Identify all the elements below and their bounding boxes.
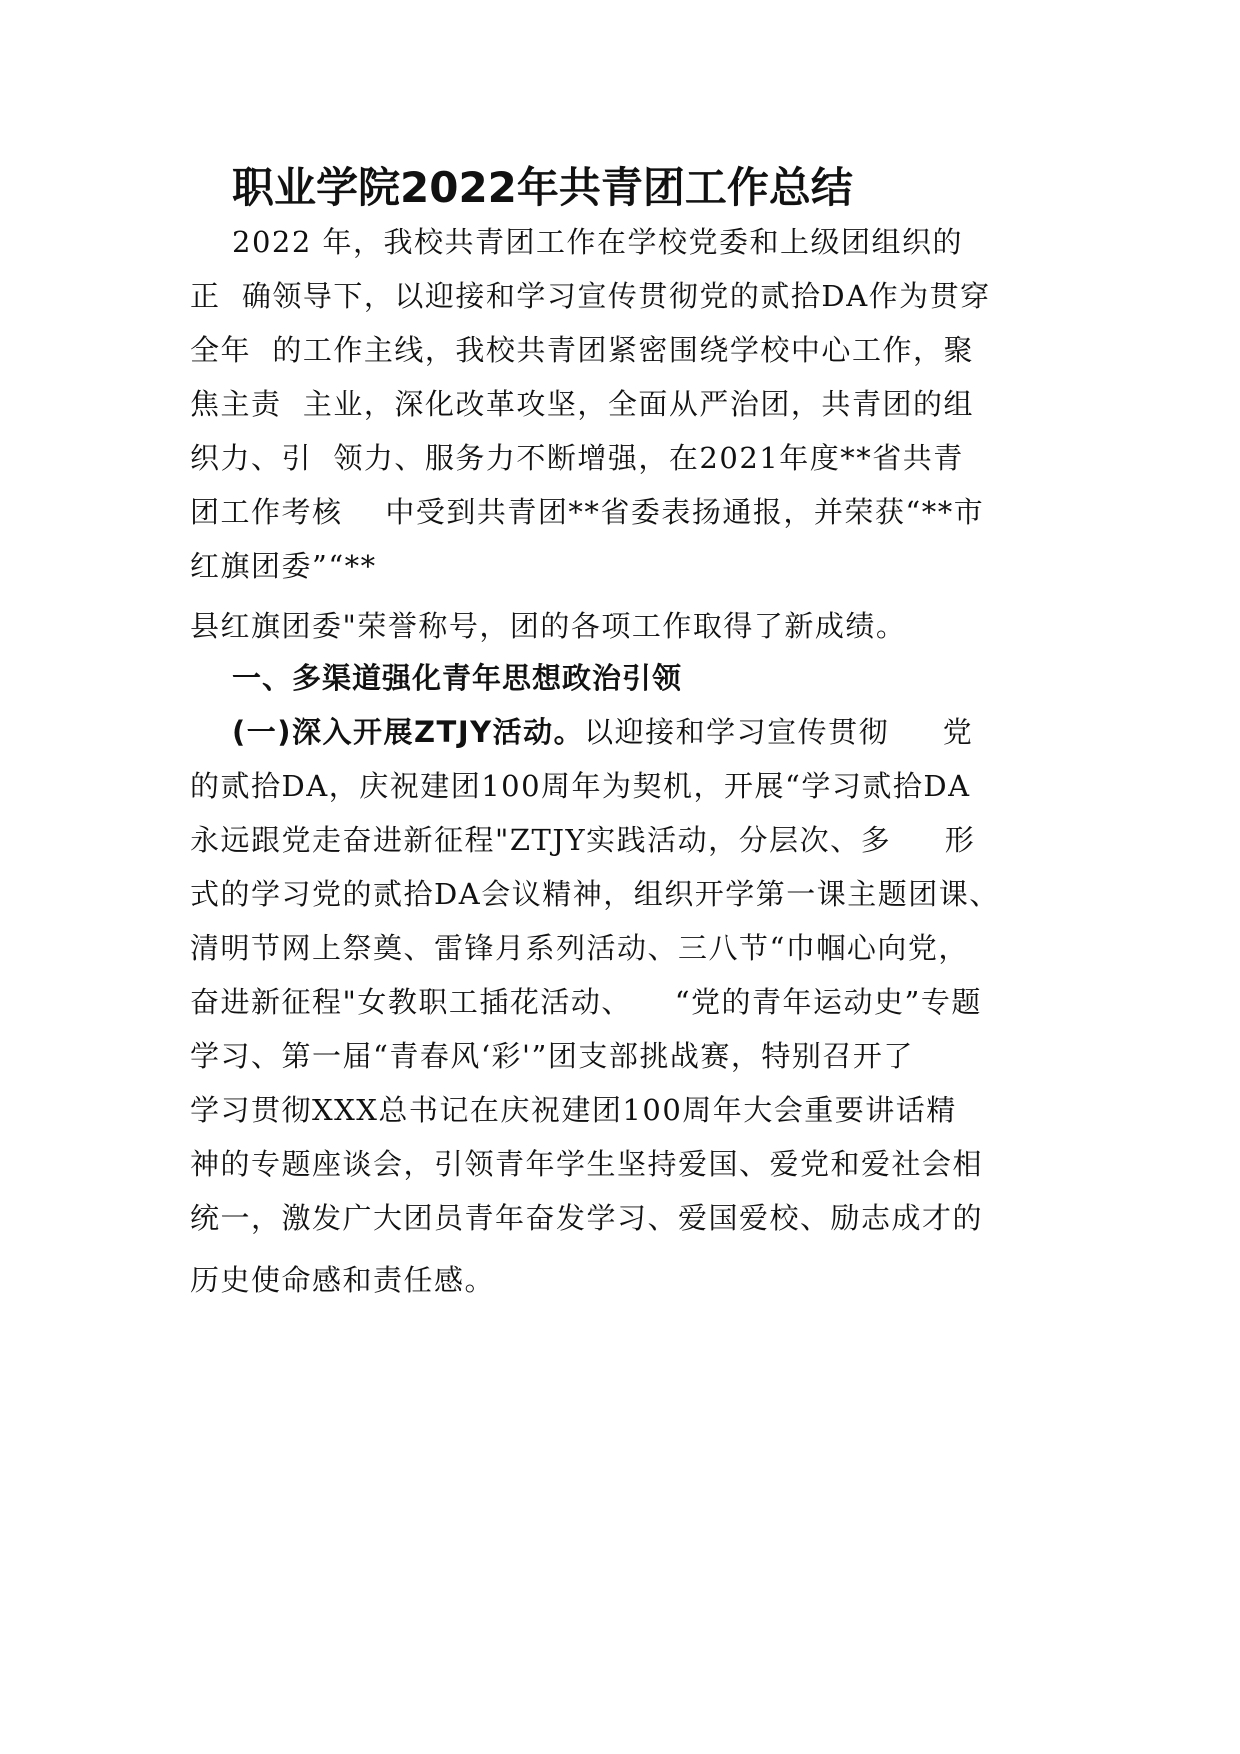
body-line-8: 神的专题座谈会，引领青年学生坚持爱国、爱党和爱社会相 [190, 1147, 984, 1181]
intro-line-1: 2022 年，我校共青团工作在学校党委和上级团组织的 [232, 225, 964, 259]
body-line-10: 历史使命感和责任感。 [190, 1263, 496, 1297]
intro-line-4: 焦主责 主业，深化改革攻坚，全面从严治团，共青团的组 [190, 387, 974, 421]
document-title: 职业学院2022年共青团工作总结 [232, 163, 853, 212]
intro-line-5: 织力、引 领力、服务力不断增强，在2021年度**省共青 [190, 441, 964, 475]
intro-line-3: 全年 的工作主线，我校共青团紧密围绕学校中心工作，聚 [190, 333, 974, 367]
body-line-5: 奋进新征程"女教职工插花活动、 “党的青年运动史”专题 [190, 985, 982, 1019]
body-line-2: 永远跟党走奋进新征程"ZTJY实践活动，分层次、多 形 [190, 823, 976, 857]
subsection-heading: (一)深入开展ZTJY活动。 [232, 715, 585, 749]
body-line-3: 式的学习党的贰拾DA会议精神，组织开学第一课主题团课、 [190, 877, 1000, 911]
intro-line-2: 正 确领导下，以迎接和学习宣传贯彻党的贰拾DA作为贯穿 [190, 279, 991, 313]
body-line-9: 统一，激发广大团员青年奋发学习、爱国爱校、励志成才的 [190, 1201, 984, 1235]
body-line-7: 学习贯彻XXX总书记在庆祝建团100周年大会重要讲话精 [190, 1093, 957, 1127]
subsection-first-line [232, 712, 973, 752]
subsection-first-line-text: 以迎接和学习宣传贯彻 党 [584, 715, 974, 749]
section-heading: 一、多渠道强化青年思想政治引领 [232, 661, 683, 695]
intro-line-8: 县红旗团委"荣誉称号，团的各项工作取得了新成绩。 [190, 609, 907, 643]
body-line-4: 清明节网上祭奠、雷锋月系列活动、三八节“巾帼心向党， [190, 931, 969, 965]
intro-line-7: 红旗团委”“** [190, 549, 377, 583]
intro-line-6: 团工作考核 中受到共青团**省委表扬通报，并荣获“**市 [190, 495, 985, 529]
body-line-6: 学习、第一届“青春风‘彩'”团支部挑战赛，特别召开了 [190, 1039, 914, 1073]
body-line-1: 的贰拾DA，庆祝建团100周年为契机，开展“学习贰拾DA [190, 769, 971, 803]
